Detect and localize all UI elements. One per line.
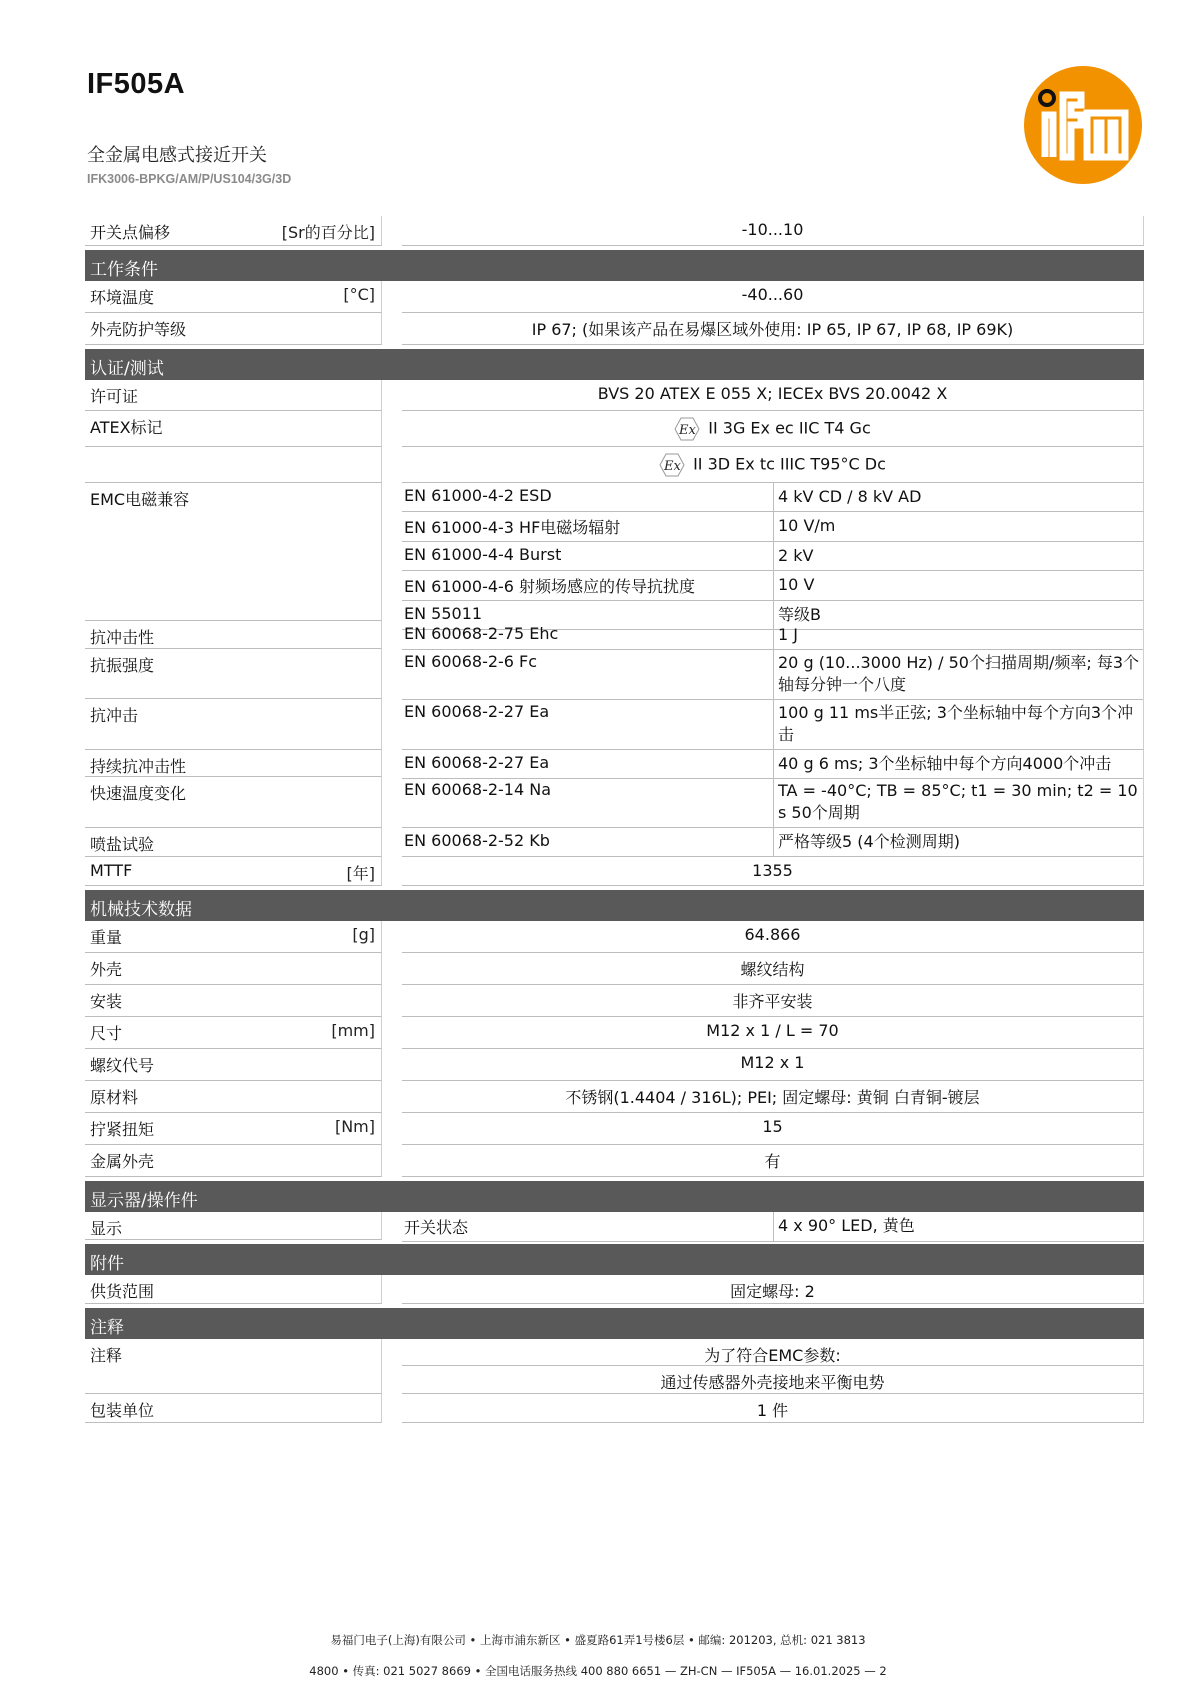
emc-row: EN 61000-4-3 HF电磁场辐射 10 V/m <box>402 512 1144 542</box>
row-label: 快速温度变化 <box>90 784 187 803</box>
row-unit: [Nm] <box>334 1117 375 1136</box>
row-scope-of-delivery <box>85 1275 1144 1304</box>
row-mttf <box>85 857 1144 886</box>
row-label: 注释 <box>90 1346 123 1365</box>
row-value: 1 件 <box>402 1394 1144 1423</box>
svg-text:Ex: Ex <box>664 459 681 474</box>
ifm-logo <box>1023 65 1143 185</box>
row-remarks <box>85 1339 1144 1394</box>
row-atex-1 <box>85 411 1144 447</box>
ex-hexagon-icon <box>659 453 685 477</box>
row-rapid-temp-change: 快速温度变化 EN 60068-2-14 Na TA = -40°C; TB = 85°C; t1 = 30 min; t2 = 10 s 50个周期 <box>85 777 1144 828</box>
remark-line: 为了符合EMC参数: <box>402 1339 1144 1366</box>
row-label: 外壳防护等级 <box>90 320 187 339</box>
row-torque <box>85 1113 1144 1145</box>
row-vibration: 抗振强度 EN 60068-2-6 Fc 20 g (10...3000 Hz) / 50个扫描周期/频率; 每3个轴每分钟一个八度 <box>85 649 1144 699</box>
article-code: IFK3006-BPKG/AM/P/US104/3G/3D <box>87 172 292 186</box>
row-continuous-shock: 持续抗冲击性 EN 60068-2-27 Ea 40 g 6 ms; 3个坐标轴中每个方向4000个冲击 <box>85 750 1144 777</box>
row-label: 显示 <box>90 1219 123 1238</box>
row-label: 环境温度 <box>90 288 155 307</box>
row-label: EMC电磁兼容 <box>90 490 190 509</box>
section-approvals: 认证/测试 <box>85 349 1144 380</box>
row-label: 尺寸 <box>90 1024 123 1043</box>
row-label: 许可证 <box>90 387 139 406</box>
row-switch-point-drift <box>85 216 1144 246</box>
emc-row: EN 55011 等级B <box>402 601 1144 630</box>
row-label: 金属外壳 <box>90 1152 155 1171</box>
section-accessories: 附件 <box>85 1244 1144 1275</box>
row-protection <box>85 313 1144 345</box>
remark-line: 通过传感器外壳接地来平衡电势 <box>402 1366 1144 1394</box>
ex-hexagon-icon <box>674 417 700 441</box>
row-label: 持续抗冲击性 <box>90 757 187 776</box>
row-value: M12 x 1 / L = 70 <box>402 1017 1144 1049</box>
row-label: ATEX标记 <box>90 418 163 437</box>
row-label: 抗冲击 <box>90 706 139 725</box>
section-operating: 工作条件 <box>85 250 1144 281</box>
section-display: 显示器/操作件 <box>85 1181 1144 1212</box>
atex-marking-dust: II 3D Ex tc IIIC T95°C Dc <box>693 454 886 474</box>
row-label: 安装 <box>90 992 123 1011</box>
row-value: -40...60 <box>402 281 1144 313</box>
row-approval <box>85 380 1144 411</box>
row-label: 拧紧扭矩 <box>90 1120 155 1139</box>
row-value: -10...10 <box>402 216 1144 246</box>
row-value: 螺纹结构 <box>402 953 1144 985</box>
row-value: 非齐平安装 <box>402 985 1144 1017</box>
footer-contact: 4800 • 传真: 021 5027 8669 • 全国电话服务热线 400 880 6651 — ZH-CN — IF505A — 16.01.2025 — 2 <box>309 1664 887 1678</box>
row-display: 显示 开关状态 4 x 90° LED, 黄色 <box>85 1212 1144 1240</box>
row-housing <box>85 953 1144 985</box>
row-metal-housing <box>85 1145 1144 1177</box>
row-label: 抗冲击性 <box>90 628 155 647</box>
emc-row: EN 61000-4-4 Burst 2 kV <box>402 542 1144 571</box>
row-unit: [°C] <box>343 285 375 304</box>
row-label: 螺纹代号 <box>90 1056 155 1075</box>
emc-row: EN 61000-4-2 ESD 4 kV CD / 8 kV AD <box>402 483 1144 512</box>
row-packaging-unit <box>85 1394 1144 1423</box>
row-unit: [年] <box>346 864 375 883</box>
row-value: 64.866 <box>402 921 1144 953</box>
svg-text:Ex: Ex <box>679 423 697 438</box>
row-label: 外壳 <box>90 960 123 979</box>
row-impact: 抗冲击 EN 60068-2-27 Ea 100 g 11 ms半正弦; 3个坐标轴中每个方向3个冲击 <box>85 699 1144 750</box>
footer-address: 易福门电子(上海)有限公司 • 上海市浦东新区 • 盛夏路61弄1号楼6层 • 邮编: 201203, 总机: 021 3813 <box>330 1633 866 1647</box>
section-remarks: 注释 <box>85 1308 1144 1339</box>
row-shock-resistance: 抗冲击性 EN 60068-2-75 Ehc 1 J <box>85 621 1144 649</box>
row-dimensions <box>85 1017 1144 1049</box>
section-mechanical: 机械技术数据 <box>85 890 1144 921</box>
row-value: 固定螺母: 2 <box>402 1275 1144 1304</box>
datasheet <box>85 216 1144 1423</box>
emc-table <box>402 483 1144 624</box>
row-label: 重量 <box>90 928 123 947</box>
row-emc <box>85 483 1144 624</box>
row-value: 不锈钢(1.4404 / 316L); PEI; 固定螺母: 黄铜 白青铜-镀层 <box>402 1081 1144 1113</box>
row-value: 1355 <box>402 857 1144 886</box>
product-title: IF505A <box>87 68 186 100</box>
atex-marking-gas: II 3G Ex ec IIC T4 Gc <box>708 418 871 438</box>
emc-row: EN 61000-4-6 射频场感应的传导抗扰度 10 V <box>402 571 1144 601</box>
row-value: 有 <box>402 1145 1144 1177</box>
row-unit: [Sr的百分比] <box>281 223 375 242</box>
row-label: 供货范围 <box>90 1282 155 1301</box>
row-mounting <box>85 985 1144 1017</box>
row-unit: [g] <box>352 925 375 944</box>
row-label: 喷盐试验 <box>90 835 155 854</box>
row-value: BVS 20 ATEX E 055 X; IECEx BVS 20.0042 X <box>402 380 1144 411</box>
product-subtitle: 全金属电感式接近开关 <box>87 145 267 166</box>
row-ambient-temp <box>85 281 1144 313</box>
row-label: 抗振强度 <box>90 656 155 675</box>
row-weight <box>85 921 1144 953</box>
row-value: 15 <box>402 1113 1144 1145</box>
row-label: MTTF <box>90 861 133 880</box>
row-label: 开关点偏移 <box>90 223 171 242</box>
row-value: M12 x 1 <box>402 1049 1144 1081</box>
row-atex-2 <box>85 447 1144 483</box>
row-thread <box>85 1049 1144 1081</box>
row-materials <box>85 1081 1144 1113</box>
row-unit: [mm] <box>331 1021 375 1040</box>
row-label: 原材料 <box>90 1088 139 1107</box>
row-salt-spray: 喷盐试验 EN 60068-2-52 Kb 严格等级5 (4个检测周期) <box>85 828 1144 857</box>
row-label: 包装单位 <box>90 1401 155 1420</box>
row-value: IP 67; (如果该产品在易爆区域外使用: IP 65, IP 67, IP 68, IP 69K) <box>402 313 1144 345</box>
